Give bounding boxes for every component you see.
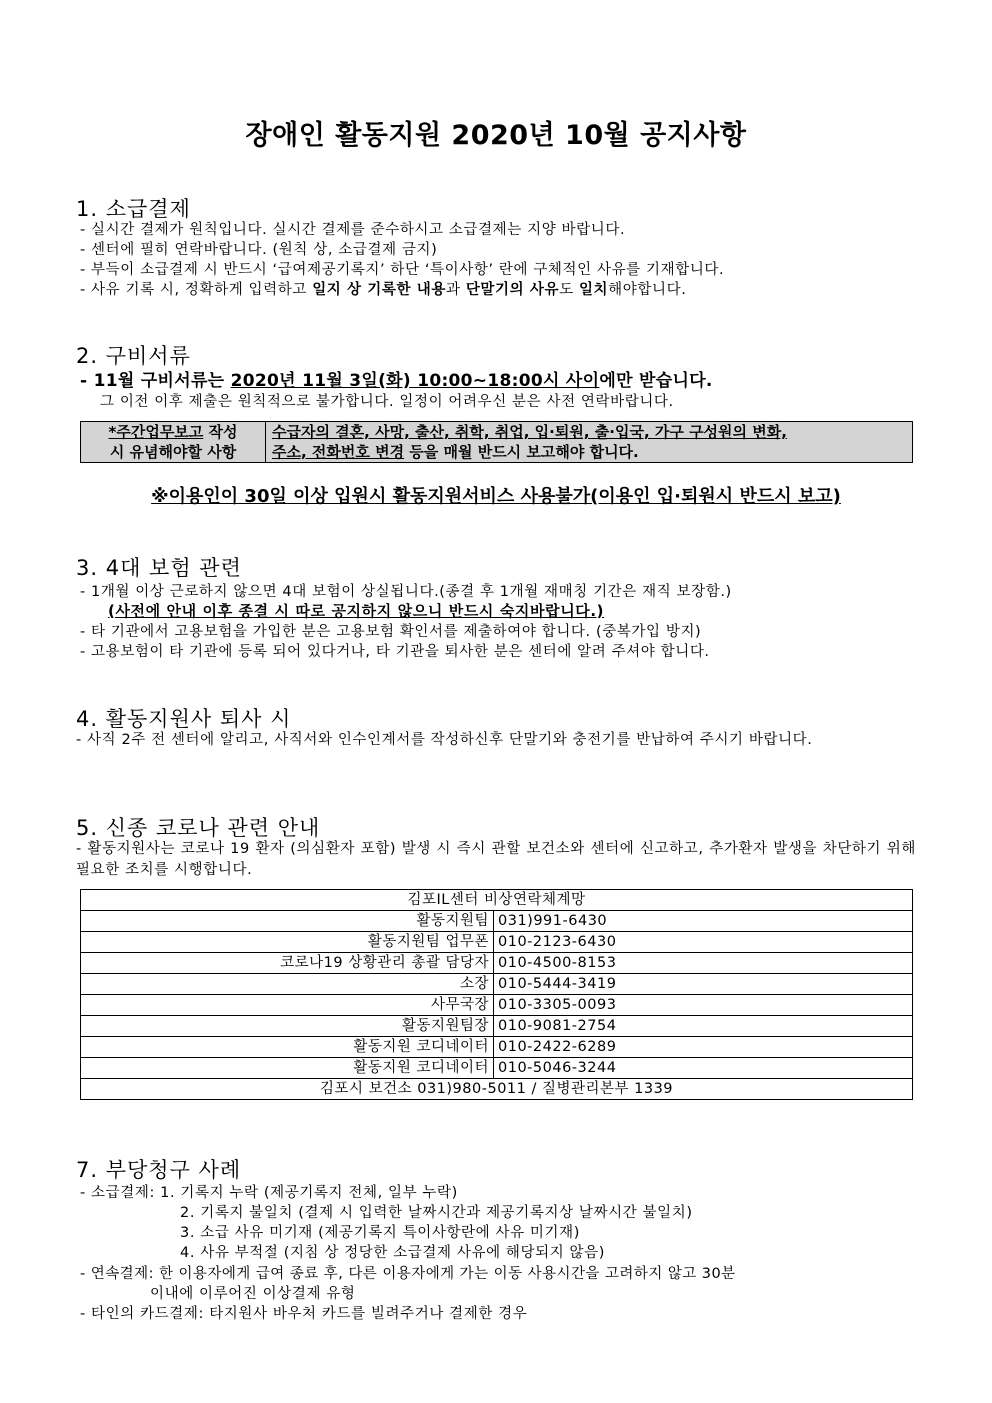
contact-phone: 010-9081-2754 (494, 1016, 913, 1037)
contact-phone: 010-5444-3419 (494, 974, 913, 995)
section-4-heading: 4. 활동지원사 퇴사 시 (76, 707, 292, 731)
section-1-line: - 실시간 결제가 원칙입니다. 실시간 결제를 준수하시고 소급결제는 지양 바랍니다. (80, 222, 626, 238)
section-3-line: - 고용보험이 타 기관에 등록 되어 있다거나, 타 기관을 퇴사한 분은 센터에 알려 주셔야 합니다. (80, 644, 710, 660)
requirements-content: 수급자의 결혼, 사망, 출산, 취학, 취업, 입·퇴원, 출·입국, 가구 구성원의 변화, 주소, 전화번호 변경 등을 매월 반드시 보고해야 합니다. (266, 422, 913, 463)
section-1-line: - 사유 기록 시, 정확하게 입력하고 일지 상 기록한 내용과 단말기의 사유도 일치해야합니다. (80, 282, 687, 298)
hospitalization-notice: ※이용인이 30일 이상 입원시 활동지원서비스 사용불가(이용인 입·퇴원시 반드시 보고) (151, 486, 841, 507)
contact-phone: 031)991-6430 (494, 911, 913, 932)
contact-phone: 010-3305-0093 (494, 995, 913, 1016)
section-7-line: 3. 소급 사유 미기재 (제공기록지 특이사항란에 사유 미기재) (180, 1225, 580, 1241)
contact-role: 사무국장 (81, 995, 494, 1016)
requirements-label: *주간업무보고 작성 시 유념해야할 사항 (81, 422, 266, 463)
contact-table-header: 김포IL센터 비상연락체계망 (81, 890, 913, 911)
contact-role: 활동지원 코디네이터 (81, 1058, 494, 1079)
section-7-line: - 연속결제: 한 이용자에게 급여 종료 후, 다른 이용자에게 가는 이동 사용시간을 고려하지 않고 30분 (80, 1266, 736, 1282)
contact-phone: 010-2422-6289 (494, 1037, 913, 1058)
contact-role: 코로나19 상황관리 총괄 담당자 (81, 953, 494, 974)
table-row (81, 995, 913, 1016)
contact-role: 활동지원팀장 (81, 1016, 494, 1037)
section-1-heading: 1. 소급결제 (76, 197, 191, 221)
section-3-heading: 3. 4대 보험 관련 (76, 556, 242, 580)
section-7-heading: 7. 부당청구 사례 (76, 1158, 242, 1182)
table-row (81, 953, 913, 974)
contact-role: 소장 (81, 974, 494, 995)
contact-phone: 010-2123-6430 (494, 932, 913, 953)
report-requirements-table (80, 421, 913, 463)
table-row (81, 932, 913, 953)
section-1-line: - 부득이 소급결제 시 반드시 ‘급여제공기록지’ 하단 ‘특이사항’ 란에 구체적인 사유를 기재합니다. (80, 262, 725, 278)
section-3-emphasis: (사전에 안내 이후 종결 시 따로 공지하지 않으니 반드시 숙지바랍니다.) (108, 602, 605, 620)
section-7-line: 2. 기록지 불일치 (결제 시 입력한 날짜시간과 제공기록지상 날짜시간 불일치) (180, 1205, 693, 1221)
contact-role: 활동지원 코디네이터 (81, 1037, 494, 1058)
section-7-line: 4. 사유 부적절 (지침 상 정당한 소급결제 사유에 해당되지 않음) (180, 1245, 605, 1261)
contact-phone: 010-5046-3244 (494, 1058, 913, 1079)
section-7-line: - 타인의 카드결제: 타지원사 바우처 카드를 빌려주거나 결제한 경우 (80, 1306, 528, 1322)
section-2-heading: 2. 구비서류 (76, 344, 191, 368)
section-4-text: - 사직 2주 전 센터에 알리고, 사직서와 인수인계서를 작성하신후 단말기와 충전기를 반납하여 주시기 바랍니다. (76, 732, 813, 748)
submission-period: - 11월 구비서류는 2020년 11월 3일(화) 10:00~18:00시 사이에만 받습니다. (80, 371, 713, 391)
section-5-text: - 활동지원사는 코로나 19 환자 (의심환자 포함) 발생 시 즉시 관할 보건소와 센터에 신고하고, 추가환자 발생을 차단하기 위해 필요한 조치를 시행합니다. (76, 841, 916, 878)
table-row (81, 1016, 913, 1037)
contact-phone: 010-4500-8153 (494, 953, 913, 974)
table-row (81, 911, 913, 932)
section-7-line: - 소급결제: 1. 기록지 누락 (제공기록지 전체, 일부 누락) (80, 1185, 458, 1201)
section-7-line: 이내에 이루어진 이상결제 유형 (150, 1286, 356, 1302)
table-row (81, 974, 913, 995)
contact-role: 활동지원팀 (81, 911, 494, 932)
contact-role: 활동지원팀 업무폰 (81, 932, 494, 953)
table-row (81, 1037, 913, 1058)
contact-table-footer: 김포시 보건소 031)980-5011 / 질병관리본부 1339 (81, 1079, 913, 1100)
section-5-heading: 5. 신종 코로나 관련 안내 (76, 816, 321, 840)
emergency-contact-table (80, 889, 913, 1100)
section-1-line: - 센터에 필히 연락바랍니다. (원칙 상, 소급결제 금지) (80, 242, 438, 258)
section-3-line: - 1개월 이상 근로하지 않으면 4대 보험이 상실됩니다.(종결 후 1개월 재매칭 기간은 재직 보장함.) (80, 584, 732, 600)
section-3-line: - 타 기관에서 고용보험을 가입한 분은 고용보험 확인서를 제출하여야 합니다. (중복가입 방지) (80, 624, 702, 640)
submission-note: 그 이전 이후 제출은 원칙적으로 불가합니다. 일정이 어려우신 분은 사전 연락바랍니다. (100, 394, 674, 410)
table-row (81, 1058, 913, 1079)
document-title: 장애인 활동지원 2020년 10월 공지사항 (245, 120, 747, 151)
